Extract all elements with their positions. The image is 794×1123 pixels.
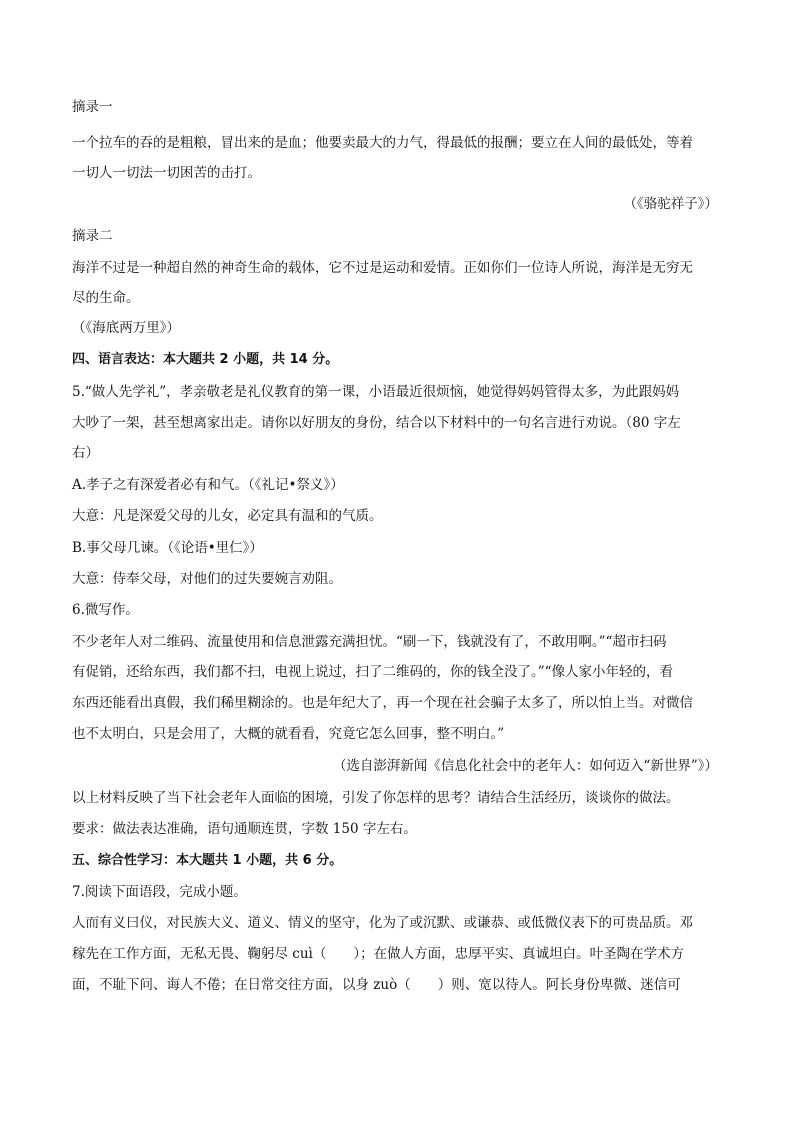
section4-heading: 四、语言表达：本大题共 2 小题，共 14 分。 — [72, 352, 339, 367]
q6-line-2: 有促销，还给东西，我们都不扫，电视上说过，扫了二维码的，你的钱全没了。”“像人家小年轻的，看 — [72, 664, 674, 680]
q5-line-3: 右） — [72, 445, 99, 461]
q6-question: 以上材料反映了当下社会老年人面临的困境，引发了你怎样的思考？请结合生活经历，谈谈你的做法。 — [72, 790, 680, 806]
excerpt2-title: 摘录二 — [72, 228, 113, 244]
excerpt1-line-1: 一个拉车的吞的是粗粮，冒出来的是血；他要卖最大的力气，得最低的报酬；要立在人间的最低处，等着 — [72, 135, 693, 151]
excerpt1-line-2: 一切人一切法一切困苦的击打。 — [72, 165, 261, 181]
q7-line-2: 稼先在工作方面，无私无畏、鞠躬尽 cuì（ ）；在做人方面，忠厚平实、真诚坦白。叶圣陶在学术方 — [72, 946, 685, 962]
q6-requirement: 要求：做法表达准确，语句通顺连贯，字数 150 字左右。 — [72, 821, 417, 837]
excerpt2-source: （《海底两万里》） — [72, 320, 180, 336]
excerpt2-line-1: 海洋不过是一种超自然的神奇生命的载体，它不过是运动和爱情。正如你们一位诗人所说，海洋是无穷无 — [72, 260, 693, 276]
q7-title: 7.阅读下面语段，完成小题。 — [72, 884, 247, 900]
q6-line-3: 东西还能看出真假，我们稀里糊涂的。也是年纪大了，再一个现在社会骗子太多了，所以怕上当。对微信 — [72, 695, 693, 711]
excerpt1-title: 摘录一 — [72, 99, 113, 115]
q5-line-1: 5.“做人先学礼”，孝亲敬老是礼仪教育的第一课，小语最近很烦恼，她觉得妈妈管得太多，为此跟妈妈 — [72, 384, 680, 400]
q5-option-b: B.事父母几谏。（《论语•里仁》） — [72, 540, 263, 556]
q6-line-4: 也不太明白，只是会用了，大概的就看看，究竟它怎么回事，整不明白。” — [72, 726, 505, 742]
q5-meaning-a: 大意：凡是深爱父母的儿女，必定具有温和的气质。 — [72, 508, 383, 524]
excerpt2-line-2: 尽的生命。 — [72, 290, 140, 306]
q6-source: （选自澎湃新闻《信息化社会中的老年人：如何迈入“新世界”》） — [332, 758, 718, 774]
q5-line-2: 大吵了一架，甚至想离家出走。请你以好朋友的身份，结合以下材料中的一句名言进行劝说。（80 字左 — [72, 415, 681, 431]
q6-line-1: 不少老年人对二维码、流量使用和信息泄露充满担忧。“刷一下，钱就没有了，不敢用啊。”“超市扫码 — [72, 634, 667, 650]
q7-line-3: 面，不耻下问、诲人不倦；在日常交往方面，以身 zuò（ ）则、宽以待人。阿长身份卑微、迷信可 — [72, 977, 681, 993]
q7-line-1: 人而有义曰仪，对民族大义、道义、情义的坚守，化为了或沉默、或谦恭、或低微仪表下的可贵品质。邓 — [72, 915, 693, 931]
q5-option-a: A.孝子之有深爱者必有和气。（《礼记•祭义》） — [72, 477, 344, 493]
excerpt1-source: （《骆驼祥子》） — [623, 196, 718, 212]
q6-title: 6.微写作。 — [72, 602, 139, 618]
section5-heading: 五、综合性学习：本大题共 1 小题，共 6 分。 — [72, 853, 343, 868]
q5-meaning-b: 大意：侍奉父母，对他们的过失要婉言劝阻。 — [72, 571, 342, 587]
